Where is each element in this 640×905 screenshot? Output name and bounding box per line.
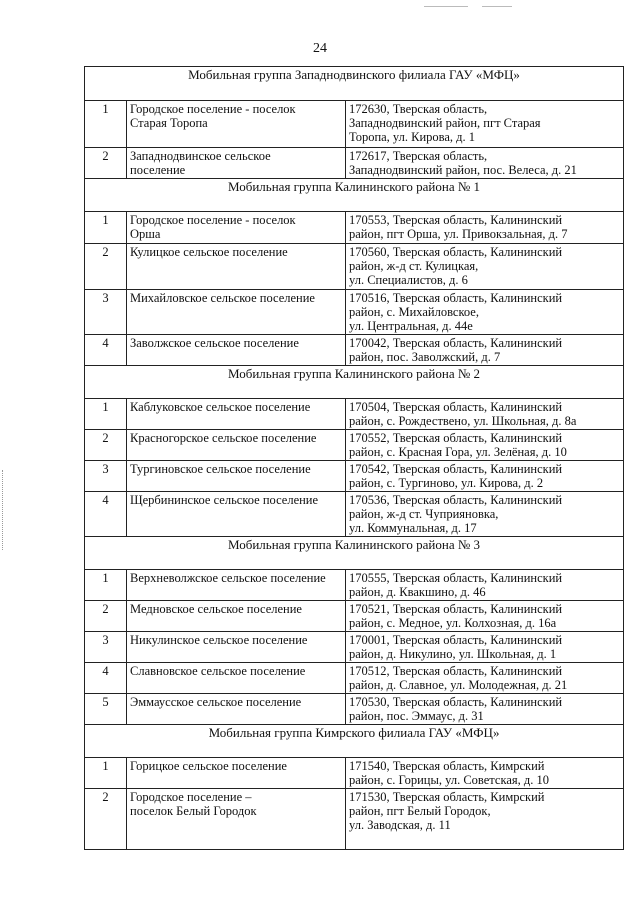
row-number: 4 (85, 663, 127, 694)
margin-marks (2, 470, 4, 550)
address: 170560, Тверская область, Калининский район, ж-д ст. Кулицкая, ул. Специалистов, д. 6 (346, 244, 624, 290)
address: 171540, Тверская область, Кимрский район, с. Горицы, ул. Советская, д. 10 (346, 758, 624, 789)
header-rule-left (424, 6, 468, 7)
table-row (85, 148, 624, 179)
table-row (85, 101, 624, 148)
section-title: Мобильная группа Кимрского филиала ГАУ «МФЦ» (85, 725, 624, 758)
table-row (85, 570, 624, 601)
section-row (85, 725, 624, 758)
table-row (85, 212, 624, 244)
settlement-name: Городское поселение - поселок Старая Торопа (127, 101, 346, 148)
table-row (85, 632, 624, 663)
settlement-name: Никулинское сельское поселение (127, 632, 346, 663)
address: 170536, Тверская область, Калининский район, ж-д ст. Чуприяновка, ул. Коммунальная, д. 17 (346, 492, 624, 537)
row-number: 2 (85, 148, 127, 179)
section-title: Мобильная группа Калининского района № 3 (85, 537, 624, 570)
section-title: Мобильная группа Калининского района № 1 (85, 179, 624, 212)
table-row (85, 335, 624, 366)
address: 170553, Тверская область, Калининский район, пгт Орша, ул. Привокзальная, д. 7 (346, 212, 624, 244)
row-number: 1 (85, 399, 127, 430)
table-row (85, 492, 624, 537)
row-number: 1 (85, 212, 127, 244)
row-number: 1 (85, 758, 127, 789)
section-title: Мобильная группа Калининского района № 2 (85, 366, 624, 399)
row-number: 2 (85, 430, 127, 461)
table-row (85, 601, 624, 632)
table-row (85, 461, 624, 492)
settlement-name: Красногорское сельское поселение (127, 430, 346, 461)
address: 170521, Тверская область, Калининский район, с. Медное, ул. Колхозная, д. 16а (346, 601, 624, 632)
address: 170001, Тверская область, Калининский район, д. Никулино, ул. Школьная, д. 1 (346, 632, 624, 663)
settlement-name: Михайловское сельское поселение (127, 290, 346, 335)
section-row (85, 179, 624, 212)
address: 170530, Тверская область, Калининский район, пос. Эммаус, д. 31 (346, 694, 624, 725)
settlement-name: Кулицкое сельское поселение (127, 244, 346, 290)
header-rule-right (482, 6, 512, 7)
settlement-name: Щербининское сельское поселение (127, 492, 346, 537)
address: 170542, Тверская область, Калининский район, с. Тургиново, ул. Кирова, д. 2 (346, 461, 624, 492)
mobile-groups-table (84, 66, 624, 850)
section-row (85, 537, 624, 570)
section-title: Мобильная группа Западнодвинского филиала ГАУ «МФЦ» (85, 67, 624, 101)
settlement-name: Городское поселение – поселок Белый Городок (127, 789, 346, 850)
row-number: 4 (85, 492, 127, 537)
table-body (85, 67, 624, 850)
section-row (85, 366, 624, 399)
table-row (85, 694, 624, 725)
address: 170512, Тверская область, Калининский район, д. Славное, ул. Молодежная, д. 21 (346, 663, 624, 694)
row-number: 2 (85, 789, 127, 850)
table-row (85, 758, 624, 789)
settlement-name: Эммаусское сельское поселение (127, 694, 346, 725)
address: 172617, Тверская область, Западнодвинский район, пос. Велеса, д. 21 (346, 148, 624, 179)
row-number: 2 (85, 244, 127, 290)
row-number: 3 (85, 461, 127, 492)
settlement-name: Западнодвинское сельское поселение (127, 148, 346, 179)
row-number: 1 (85, 570, 127, 601)
address: 170042, Тверская область, Калининский район, пос. Заволжский, д. 7 (346, 335, 624, 366)
address: 170516, Тверская область, Калининский район, с. Михайловское, ул. Центральная, д. 44е (346, 290, 624, 335)
address: 172630, Тверская область, Западнодвинский район, пгт Старая Торопа, ул. Кирова, д. 1 (346, 101, 624, 148)
settlement-name: Горицкое сельское поселение (127, 758, 346, 789)
page-number: 24 (313, 41, 327, 56)
section-row (85, 67, 624, 101)
settlement-name: Славновское сельское поселение (127, 663, 346, 694)
settlement-name: Медновское сельское поселение (127, 601, 346, 632)
settlement-name: Заволжское сельское поселение (127, 335, 346, 366)
table-row (85, 244, 624, 290)
row-number: 5 (85, 694, 127, 725)
row-number: 2 (85, 601, 127, 632)
table-row (85, 663, 624, 694)
table-row (85, 399, 624, 430)
settlement-name: Каблуковское сельское поселение (127, 399, 346, 430)
table-row (85, 789, 624, 850)
row-number: 4 (85, 335, 127, 366)
table-row (85, 290, 624, 335)
row-number: 1 (85, 101, 127, 148)
address: 170555, Тверская область, Калининский район, д. Квакшино, д. 46 (346, 570, 624, 601)
row-number: 3 (85, 290, 127, 335)
address: 170504, Тверская область, Калининский район, с. Рождествено, ул. Школьная, д. 8а (346, 399, 624, 430)
address: 170552, Тверская область, Калининский район, с. Красная Гора, ул. Зелёная, д. 10 (346, 430, 624, 461)
address: 171530, Тверская область, Кимрский район, пгт Белый Городок, ул. Заводская, д. 11 (346, 789, 624, 850)
settlement-name: Городское поселение - поселок Орша (127, 212, 346, 244)
settlement-name: Тургиновское сельское поселение (127, 461, 346, 492)
table-row (85, 430, 624, 461)
settlement-name: Верхневолжское сельское поселение (127, 570, 346, 601)
row-number: 3 (85, 632, 127, 663)
